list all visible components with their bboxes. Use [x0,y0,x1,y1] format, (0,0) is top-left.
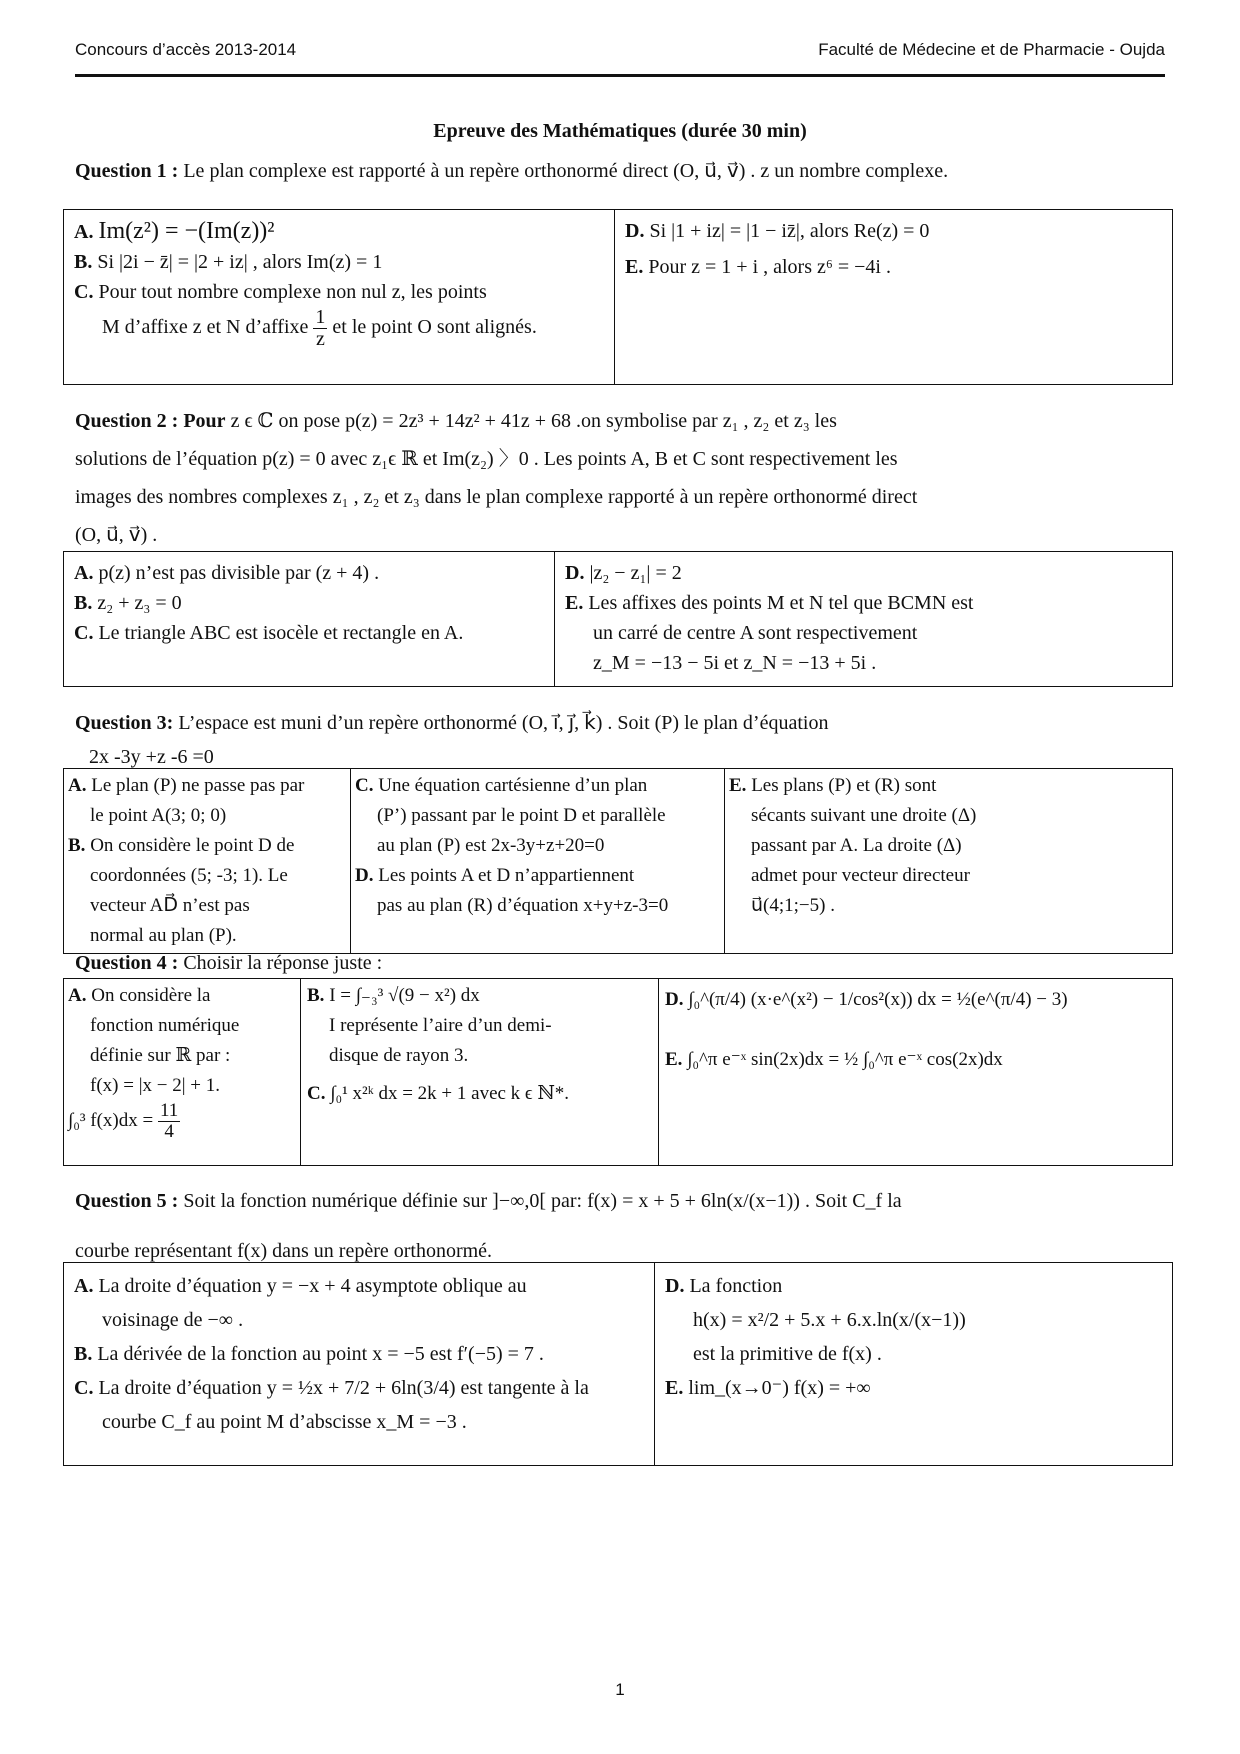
question-2-line-2: solutions de l’équation p(z) = 0 avec z₁ϵ ℝ et Im(z₂) 〉0 . Les points A, B et C sont respectivement les [75,448,898,470]
question-3-col-1 [64,769,351,954]
option-a: A. Im(z²) = −(Im(z))² [74,218,275,244]
option-e: E. Pour z = 1 + i , alors z⁶ = −4i . [625,256,891,278]
question-4-label: Question 4 : [75,952,179,974]
option-e-line-4: admet pour vecteur directeur [751,865,970,886]
option-b-line-3: disque de rayon 3. [329,1045,469,1066]
option-d: D. La fonction [665,1275,783,1297]
option-e-line-3: passant par A. La droite (Δ) [751,835,962,856]
question-1-options-left [64,210,615,385]
option-e-line-2: un carré de centre A sont respectivement [593,622,918,644]
option-c-line-3: au plan (P) est 2x-3y+z+20=0 [377,835,605,856]
header-left: Concours d’accès 2013-2014 [75,40,297,59]
option-c: C. ∫₀¹ x²ᵏ dx = 2k + 1 avec k ϵ ℕ*. [307,1083,569,1104]
question-4 [75,946,1165,980]
option-d: D. |z₂ − z₁| = 2 [565,562,682,584]
question-1-options [63,209,1173,385]
option-a-line-4: f(x) = |x − 2| + 1. [90,1075,220,1096]
question-5-options [63,1262,1173,1466]
question-2 [75,402,1165,554]
option-e: E. Les plans (P) et (R) sont [729,775,937,796]
question-4-text: Choisir la réponse juste : [183,952,383,974]
question-2-options-left [64,552,555,687]
option-a-integral: ∫₀³ f(x)dx = $\frac{11}{4}$ [68,1100,179,1142]
option-b: B. On considère le point D de [68,835,295,856]
option-e: E. lim_(x→0⁻) f(x) = +∞ [665,1377,871,1399]
question-5-options-right [655,1263,1173,1466]
option-a-line-2: fonction numérique [90,1015,240,1036]
option-b: B. z₂ + z₃ = 0 [74,592,182,614]
option-d-line-2: h(x) = x²/2 + 5.x + 6.x.ln(x/(x−1)) [693,1309,966,1331]
question-4-col-2 [301,979,659,1166]
option-a-line-2: voisinage de −∞ . [102,1309,244,1331]
question-4-options [63,978,1173,1166]
question-1-options-right [615,210,1173,385]
option-d: D. ∫₀^(π/4) (x·e^(x²) − 1/cos²(x)) dx = ½(e^(π/4) − 3) [665,989,1068,1010]
option-a: A. On considère la [68,985,211,1006]
question-1 [75,152,1165,190]
option-d: D. Les points A et D n’appartiennent [355,865,635,886]
question-2-line-3: images des nombres complexes z₁ , z₂ et z₃ dans le plan complexe rapporté à un repère orthonormé direct [75,486,918,508]
option-b: B. I = ∫₋₃³ √(9 − x²) dx [307,985,480,1006]
question-3-options [63,768,1173,954]
option-e-line-3: z_M = −13 − 5i et z_N = −13 + 5i . [593,652,877,674]
option-a: A. La droite d’équation y = −x + 4 asymptote oblique au [74,1275,527,1297]
question-1-text: Le plan complexe est rapporté à un repère orthonormé direct (O, u⃗, v⃗) . z un nombre complexe. [183,160,949,182]
option-c: C. Le triangle ABC est isocèle et rectangle en A. [74,622,464,644]
page-number: 1 [615,1680,625,1699]
question-5-options-left [64,1263,655,1466]
question-1-label: Question 1 : [75,160,179,182]
option-e: E. ∫₀^π e⁻ˣ sin(2x)dx = ½ ∫₀^π e⁻ˣ cos(2x)dx [665,1049,1003,1070]
question-4-col-1 [64,979,301,1166]
question-2-options-right [555,552,1173,687]
question-2-line-4: (O, u⃗, v⃗) . [75,524,158,546]
option-a: A. p(z) n’est pas divisible par (z + 4) . [74,562,380,584]
option-b-line-2: I représente l’aire d’un demi- [329,1015,552,1036]
option-e-line-2: sécants suivant une droite (Δ) [751,805,977,826]
option-b-line-3: vecteur AD⃗ n’est pas [90,895,250,916]
fraction-1-over-z: $\frac{1}{z}$ [315,306,326,350]
question-3-equation: 2x -3y +z -6 =0 [89,746,214,768]
option-e-line-5: u⃗(4;1;−5) . [751,895,835,916]
question-2-options [63,551,1173,687]
question-3-col-3 [725,769,1173,954]
option-a-line-2: le point A(3; 0; 0) [90,805,227,826]
option-a-line-3: définie sur ℝ par : [90,1045,231,1066]
option-d-line-3: est la primitive de f(x) . [693,1343,882,1365]
question-5-line-1: Question 5 : Soit la fonction numérique définie sur ]−∞,0[ par: f(x) = x + 5 + 6ln(x/(x−1)) . Soit C_f la [75,1190,902,1212]
option-e: E. Les affixes des points M et N tel que BCMN est [565,592,974,614]
option-c-line-2: (P’) passant par le point D et parallèle [377,805,666,826]
page-header [75,40,1165,77]
option-c: C. Une équation cartésienne d’un plan [355,775,648,796]
option-d: D. Si |1 + iz| = |1 − iz̄|, alors Re(z) = 0 [625,220,930,242]
question-5 [75,1182,1165,1270]
option-c-cont: M d’affixe z et N d’affixe $\frac{1}{z}$ et le point O sont alignés. [102,306,537,350]
option-b-line-2: coordonnées (5; -3; 1). Le [90,865,288,886]
option-c: C. La droite d’équation y = ½x + 7/2 + 6ln(3/4) est tangente à la [74,1377,589,1399]
page-title: Epreuve des Mathématiques (durée 30 min) [433,120,807,142]
option-b: B. La dérivée de la fonction au point x = −5 est f′(−5) = 7 . [74,1343,544,1365]
option-c: C. Pour tout nombre complexe non nul z, les points [74,281,487,303]
fraction-11-over-4: $\frac{11}{4}$ [159,1100,179,1142]
question-3-col-2 [351,769,725,954]
option-a: A. Le plan (P) ne passe pas par [68,775,305,796]
question-2-line-1: Question 2 : Pour z ϵ ℂ on pose p(z) = 2z³ + 14z² + 41z + 68 .on symbolise par z₁ , z₂ et z₃ les [75,410,837,432]
question-3 [75,706,1165,774]
option-c-line-2: courbe C_f au point M d’abscisse x_M = −3 . [102,1411,467,1433]
option-d-line-2: pas au plan (R) d’équation x+y+z-3=0 [377,895,669,916]
header-right: Faculté de Médecine et de Pharmacie - Oujda [818,40,1165,59]
option-b-line-4: normal au plan (P). [90,925,237,946]
question-4-col-3 [659,979,1173,1166]
option-b: B. Si |2i − z̄| = |2 + iz| , alors Im(z) = 1 [74,251,383,273]
question-5-line-2: courbe représentant f(x) dans un repère orthonormé. [75,1240,493,1262]
question-3-line-1: Question 3: L’espace est muni d’un repère orthonormé (O, i⃗, j⃗, k⃗) . Soit (P) le plan d’équation [75,712,829,734]
